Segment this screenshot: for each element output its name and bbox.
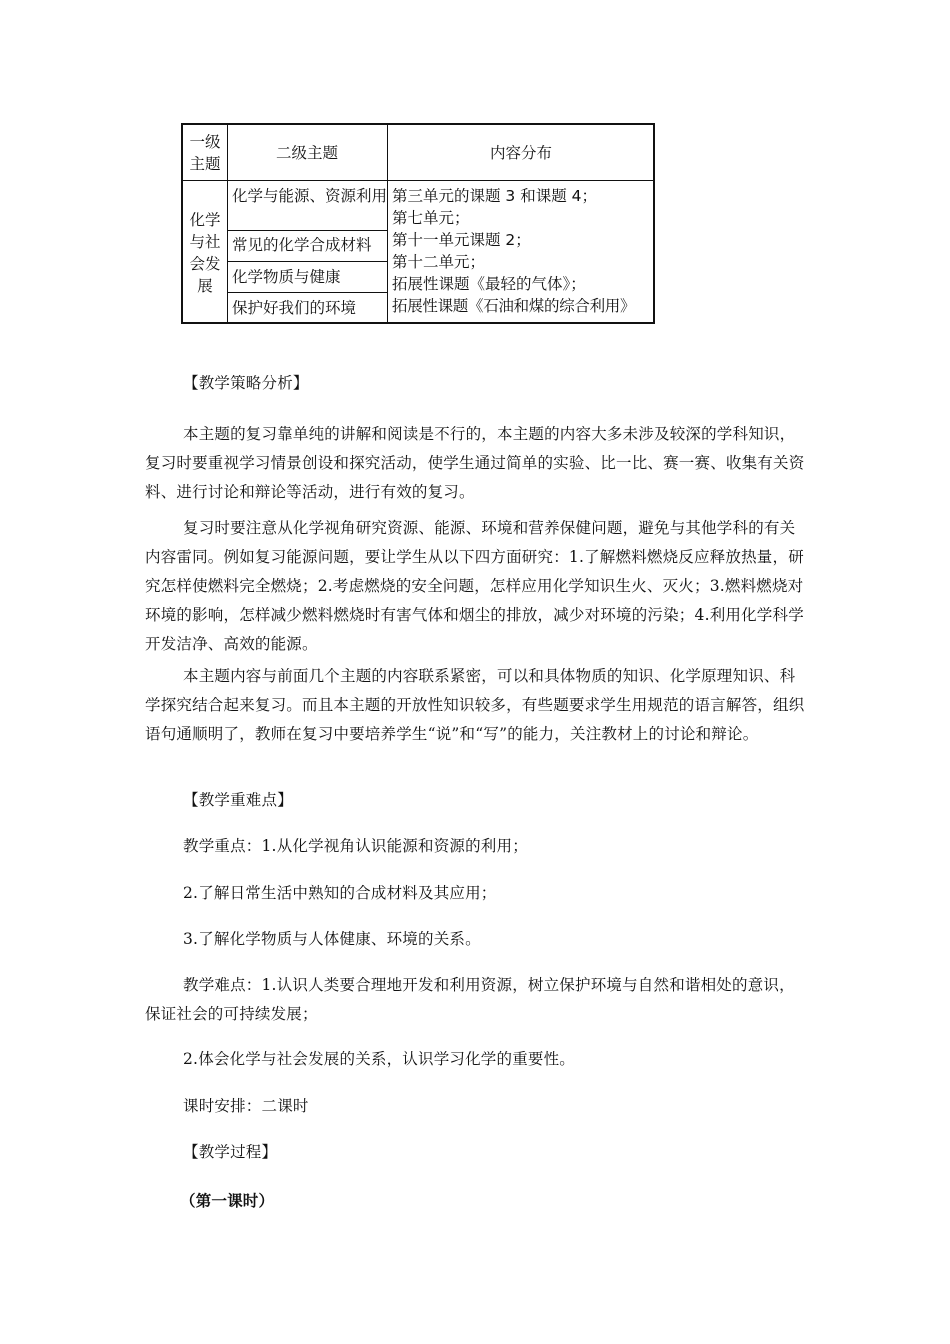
topic-table [181,123,655,324]
strategy-paragraph-3: 本主题内容与前面几个主题的内容联系紧密，可以和具体物质的知识、化学原理知识、科学探究结合起来复习。而且本主题的开放性知识较多，有些题要求学生用规范的语言解答，组织语句通顺明了，教师在复习中要培养学生“说”和“写”的能力，关注教材上的讨论和辩论。 [145,667,805,743]
table-divider [387,125,388,322]
difficult-point-1: 教学难点：1.认识人类要合理地开发和利用资源，树立保护环境与自然和谐相处的意识，保证社会的可持续发展； [145,976,795,1023]
level2-topic: 化学物质与健康 [232,268,341,286]
key-point-1: 教学重点：1.从化学视角认识能源和资源的利用； [183,837,528,855]
level2-topic: 化学与能源、资源利用 [232,187,388,205]
strategy-paragraph-1: 本主题的复习靠单纯的讲解和阅读是不行的，本主题的内容大多未涉及较深的学科知识，复习时要重视学习情景创设和探究活动，使学生通过简单的实验、比一比、赛一赛、收集有关资料、进行讨论和辩论等活动，进行有效的复习。 [145,425,805,501]
level2-topic: 常见的化学合成材料 [232,236,372,254]
header-content-text: 内容分布 [489,144,552,162]
content-line: 拓展性课题《最轻的气体》； [392,275,586,293]
strategy-paragraph-2: 复习时要注意从化学视角研究资源、能源、环境和营养保健问题，避免与其他学科的有关内容雷同。例如复习能源问题，要让学生从以下四方面研究：1.了解燃料燃烧反应释放热量，研究怎样使燃料完全燃烧；2.考虑燃烧的安全问题，怎样应用化学知识生火、灭火；3.燃料燃烧对环境的影响，怎样减少燃料燃烧时有害气体和烟尘的排放，减少对环境的污染；4.利用化学科学开发洁净、高效的能源。 [145,519,804,653]
header-level1 [185,127,225,179]
section-heading-key-points: 【教学重难点】 [183,791,293,809]
level1-topic: 化学 与社 会发 展 [189,211,221,295]
difficult-point-2: 2.体会化学与社会发展的关系，认识学习化学的重要性。 [183,1050,575,1068]
table-divider [227,261,387,262]
header-level1-text: 一级 主题 [189,133,221,173]
header-level2-text: 二级主题 [275,144,338,162]
header-level2 [229,127,385,179]
table-divider [227,292,387,293]
section-heading-process: 【教学过程】 [183,1143,278,1161]
content-line: 第七单元； [392,209,470,227]
table-divider [183,180,653,181]
content-line: 第十一单元课题 2； [392,231,531,249]
level2-topic: 保护好我们的环境 [232,299,357,317]
header-content [389,127,653,179]
key-point-3: 3.了解化学物质与人体健康、环境的关系。 [183,930,481,948]
content-line: 第十二单元； [392,253,486,271]
lesson-schedule: 课时安排：二课时 [183,1097,309,1115]
lesson-one-heading: （第一课时） [180,1191,275,1210]
key-point-2: 2.了解日常生活中熟知的合成材料及其应用； [183,884,497,902]
table-divider [227,230,387,231]
section-heading-strategy: 【教学策略分析】 [183,374,309,392]
content-line: 拓展性课题《石油和煤的综合利用》 [392,297,636,315]
content-line: 第三单元的课题 3 和课题 4； [392,187,598,205]
content-distribution [392,185,654,317]
